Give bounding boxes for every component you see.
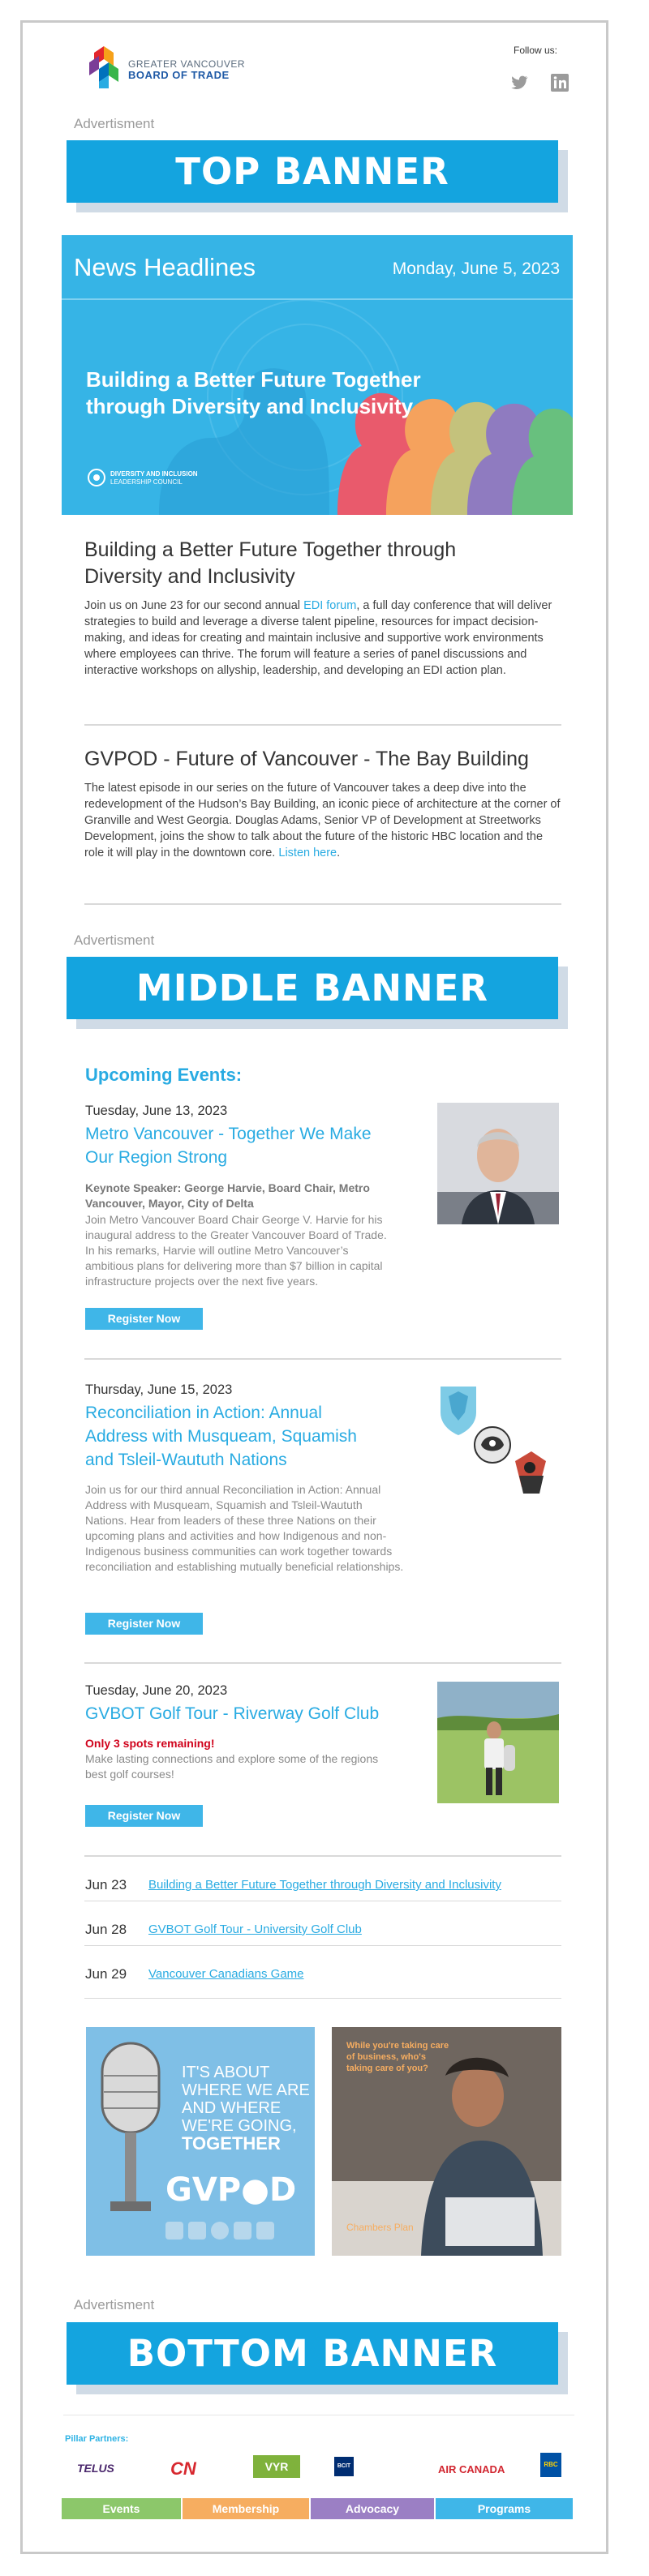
logo-line2: BOARD OF TRADE	[128, 69, 230, 81]
event-list-link-3[interactable]: Vancouver Canadians Game	[148, 1967, 304, 1981]
gvpod-brand: GVP●D	[165, 2171, 297, 2209]
speaker-photo	[437, 1103, 559, 1224]
chambers-plan-promo-tile[interactable]	[332, 2027, 561, 2256]
article-title-2[interactable]: GVPOD - Future of Vancouver - The Bay Building	[84, 748, 529, 770]
event-speaker-1: Keynote Speaker: George Harvie, Board Chair, Metro Vancouver, Mayor, City of Delta	[85, 1181, 370, 1210]
event-date-1: Tuesday, June 13, 2023	[85, 1104, 228, 1118]
hero-headline: Building a Better Future Together through Diversity and Inclusivity	[86, 367, 421, 418]
divider	[84, 903, 561, 905]
article-body-2-post: .	[337, 847, 341, 859]
council-label	[110, 470, 198, 486]
partner-logo-air-canada[interactable]: AIR CANADA	[438, 2463, 505, 2475]
upcoming-events-heading: Upcoming Events:	[85, 1065, 243, 1085]
bottom-banner[interactable]: BOTTOM BANNER	[67, 2322, 558, 2385]
partner-logo-bcit[interactable]: BCIT	[334, 2457, 354, 2476]
news-headlines-title: News Headlines	[74, 253, 256, 281]
event-title-2[interactable]: Reconciliation in Action: Annual Address with Musqueam, Squamish and Tsleil-Waututh Nations	[85, 1404, 357, 1469]
partner-logo-telus[interactable]: TELUS	[77, 2462, 114, 2475]
middle-banner[interactable]: MIDDLE BANNER	[67, 957, 558, 1019]
footer-nav-membership[interactable]: Membership	[183, 2498, 309, 2519]
article-body-2-pre: The latest episode in our series on the future of Vancouver takes a deep dive into the redevelopment of the Hudson’s Bay Building, an iconic piece of architecture at the corner of Granville and West Georgia. Douglas Adams, Senior VP of Development at Streetworks Development, joins the show to talk about the future of the historic HBC location and the role it will play in the downtown core.	[84, 782, 561, 859]
advertisement-label-top: Advertisment	[74, 116, 155, 131]
article-body-1	[84, 598, 565, 679]
edi-forum-link[interactable]: EDI forum	[303, 599, 357, 612]
podcast-platform-icons	[165, 2222, 303, 2240]
council-emblem-icon	[88, 469, 105, 486]
twitter-icon[interactable]	[509, 73, 529, 92]
event-list-date-1: Jun 23	[85, 1877, 127, 1892]
event-date-3: Tuesday, June 20, 2023	[85, 1683, 228, 1698]
article-body-1-pre: Join us on June 23 for our second annual	[84, 599, 304, 612]
chambers-plan-label: Chambers Plan	[346, 2222, 414, 2233]
pillar-partners-label: Pillar Partners:	[65, 2434, 129, 2444]
register-now-button-2[interactable]: Register Now	[85, 1613, 203, 1635]
logo-line1: GREATER VANCOUVER	[128, 58, 246, 70]
spots-remaining-alert: Only 3 spots remaining!	[85, 1737, 215, 1750]
gvbot-logo-icon	[86, 45, 125, 90]
footer-nav-advocacy[interactable]: Advocacy	[311, 2498, 434, 2519]
divider	[84, 724, 561, 726]
platform-icon[interactable]	[256, 2222, 274, 2240]
event-title-1[interactable]: Metro Vancouver - Together We Make Our Region Strong	[85, 1125, 372, 1167]
first-nations-crests-image	[434, 1380, 560, 1506]
gvpod-promo-tile[interactable]	[86, 2027, 315, 2256]
council-line1: DIVERSITY AND INCLUSION	[110, 470, 198, 478]
platform-icon[interactable]	[211, 2222, 229, 2240]
partner-logo-vyr[interactable]: VYR	[253, 2455, 300, 2478]
footer-nav-events[interactable]: Events	[62, 2498, 181, 2519]
register-now-button-3[interactable]: Register Now	[85, 1805, 203, 1827]
council-line2: LEADERSHIP COUNCIL	[110, 478, 183, 486]
event-list-link-2[interactable]: GVBOT Golf Tour - University Golf Club	[148, 1922, 362, 1936]
register-now-button-1[interactable]: Register Now	[85, 1308, 203, 1330]
platform-icon[interactable]	[165, 2222, 183, 2240]
logo-text	[128, 58, 245, 81]
platform-icon[interactable]	[234, 2222, 251, 2240]
event-body-3: Make lasting connections and explore some of the regions best golf courses!	[85, 1752, 379, 1781]
golf-course-photo	[437, 1682, 559, 1803]
gvpod-line4: WE'RE GOING,	[182, 2117, 297, 2135]
event-list-date-3: Jun 29	[85, 1966, 127, 1982]
listen-here-link[interactable]: Listen here	[278, 847, 337, 859]
event-list-date-2: Jun 28	[85, 1922, 127, 1937]
news-date: Monday, June 5, 2023	[392, 259, 560, 278]
divider	[84, 1662, 561, 1664]
gvpod-line1: IT'S ABOUT	[182, 2064, 270, 2081]
platform-icon[interactable]	[188, 2222, 206, 2240]
partner-logo-rbc[interactable]: RBC	[540, 2453, 561, 2477]
partner-logo-cn[interactable]: CN	[170, 2458, 196, 2479]
gvpod-line3: AND WHERE	[182, 2099, 282, 2117]
divider	[84, 1998, 561, 1999]
gvpod-tagline	[182, 2064, 310, 2153]
gvpod-line2: WHERE WE ARE	[182, 2081, 310, 2099]
follow-label: Follow us:	[514, 45, 558, 56]
event-list-link-1[interactable]: Building a Better Future Together through Diversity and Inclusivity	[148, 1878, 501, 1892]
microphone-icon	[86, 2027, 175, 2256]
linkedin-icon[interactable]	[550, 73, 569, 92]
event-title-3[interactable]: GVBOT Golf Tour - Riverway Golf Club	[85, 1704, 380, 1723]
divider	[84, 1358, 561, 1360]
article-body-1-post: , a full day conference that will deliver strategies to build and leverage a diverse talent pipeline, resources for impact decision-making, and ideas for creating and maintain inclusive and supportive work environments where employees can thrive. The forum will feature a series of panel discussions and interactive workshops on allyship, leadership, and developing an EDI action plan.	[84, 599, 552, 677]
advertisement-label-middle: Advertisment	[74, 932, 155, 948]
article-body-2	[84, 780, 565, 861]
chambers-question: While you're taking care of business, who's taking care of you?	[346, 2041, 449, 2073]
news-hero-banner[interactable]	[62, 235, 573, 515]
top-banner[interactable]: TOP BANNER	[67, 140, 558, 203]
gvpod-line5: TOGETHER	[182, 2133, 281, 2154]
divider	[84, 1945, 561, 1946]
article-title-1[interactable]: Building a Better Future Together through Diversity and Inclusivity	[84, 538, 457, 588]
event-date-2: Thursday, June 15, 2023	[85, 1382, 233, 1397]
divider	[84, 1855, 561, 1857]
event-body-1: Join Metro Vancouver Board Chair George V. Harvie for his inaugural address to the Greater Vancouver Board of Trade. In his remarks, Harvie will outline Metro Vancouver’s ambitious plans for delivering more than $7 billion in capital infrastructure projects over the next five years.	[85, 1213, 387, 1288]
advertisement-label-bottom: Advertisment	[74, 2297, 155, 2312]
event-body-2: Join us for our third annual Reconciliation in Action: Annual Address with Musqueam, Squamish and Tsleil-Waututh Nations. Hear from leaders of these three Nations on their upcoming plans and activities and how Indigenous and non-Indigenous business communities can work together towards reconciliation and establishing mutually beneficial relationships.	[85, 1483, 404, 1573]
footer-nav-programs[interactable]: Programs	[436, 2498, 573, 2519]
